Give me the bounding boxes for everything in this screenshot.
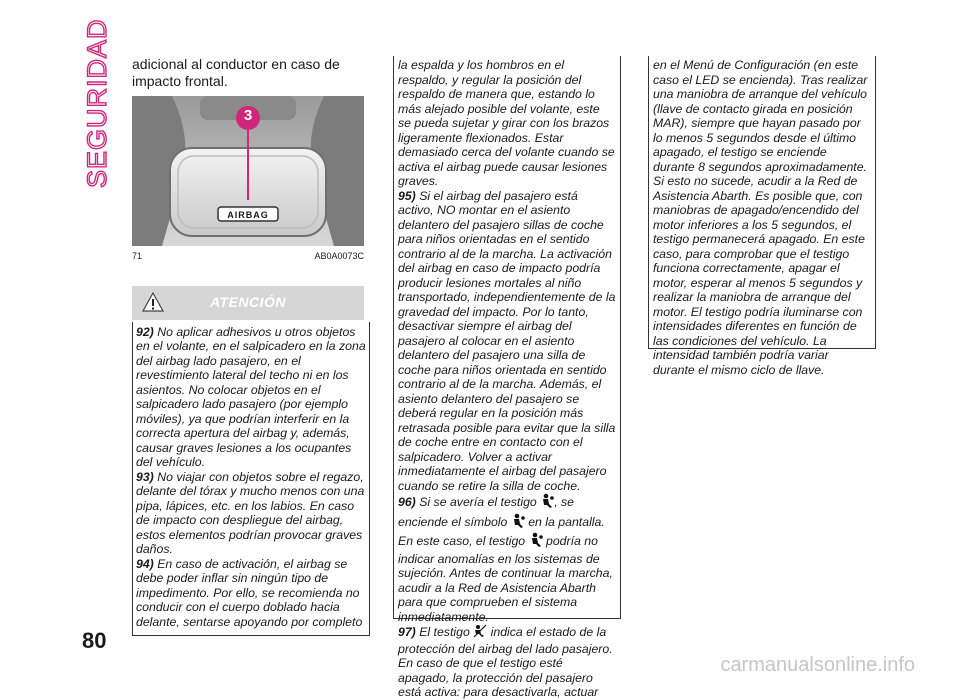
warning-item: 92) No aplicar adhesivos u otros objetos en el volante, en el salpicadero en la zona del airbag lado pasajero, en el revestimiento lateral del techo ni en los asientos. No colocar objetos en el salpicadero lado pasajero (por ejemplo móviles), ya que podrían interferir en la correcta apertura del airbag y, además, causar graves lesiones a los ocupantes del vehículo. <box>136 324 366 469</box>
warning-item: 96) Si se avería el testigo , se enciende el símbolo en la pantalla. En este caso, el testigo podría no indicar anomalías en los sistemas de sujeción. Antes de continuar la marcha, acudir a la Red de Asistencia Abarth para que comprueben el sistema inmediatamente. <box>398 495 613 624</box>
warning-item: 94) En caso de activación, el airbag se debe poder inflar sin ningún tipo de impedimento. Por ello, se recomienda no conducir con el cuerpo doblado hacia delante, sentarse apoyando por completo <box>136 556 363 629</box>
airbag-seat-icon <box>511 513 525 533</box>
figure-callout-number: 3 <box>243 107 253 124</box>
intro-text: adicional al conductor en caso de impacto frontal. <box>132 56 340 89</box>
watermark: carmanualsonline.info <box>720 654 915 676</box>
warning-title: ATENCIÓN <box>209 294 287 311</box>
warning-box <box>132 322 370 637</box>
section-label: SEGURIDAD <box>82 18 112 188</box>
continued-text: en el Menú de Configuración (en este caso el LED se encienda). Tras realizar una maniobra de arranque del vehículo (llave de contacto girada en posición MAR), siempre que hayan pasado por lo menos 5 segundos desde el último apagado, el testigo se enciende durante 8 segundos aproximadamente. Si esto no sucede, acudir a la Red de Asistencia Abarth. Es posible que, con maniobras de apagado/encendido del motor inferiores a los 5 segundos, el testigo permanecerá apagado. En este caso, para comprobar que el testigo funciona correctamente, apagar el motor, esperar al menos 5 segundos y realizar la maniobra de arranque del motor. El testigo podría iluminarse con intensidades diferentes en función de las condiciones del vehículo. La intensidad también podría variar durante el mismo ciclo de llave. <box>653 58 868 377</box>
warning-header <box>132 286 364 320</box>
warning-item: 97) El testigo indica el estado de la protección del airbag del lado pasajero. En caso de que el testigo esté apagado, la protección del pasajero está activa: para desactivarla, actuar <box>398 625 613 699</box>
column-2-warning-continued <box>393 56 621 699</box>
page-number: 80 <box>82 628 107 653</box>
airbag-figure <box>132 96 364 246</box>
column-1 <box>132 56 364 636</box>
figure-code: AB0A0073C <box>314 251 364 261</box>
airbag-seat-icon <box>529 532 543 552</box>
continued-text: la espalda y los hombros en el respaldo, y regular la posición del respaldo de manera que, estando lo más alejado posible del volante, este se pueda sujetar y girar con los brazos ligeramente flexionados. Estar demasiado cerca del volante cuando se activa el airbag puede causar lesiones graves. <box>398 58 615 188</box>
column-3-warning-continued <box>648 56 876 377</box>
warning-item: 95) Si el airbag del pasajero está activo, NO montar en el asiento delantero del pasajero sillas de coche para niños orientadas en el sentido contrario al de la marcha. La activación del airbag en caso de impacto podría producir lesiones mortales al niño transportado, independientemente de la gravedad del impacto. Por lo tanto, desactivar siempre el airbag del pasajero al colocar en el asiento delantero del pasajero una silla de coche para niños orientada en sentido contrario al de la marcha. Además, el asiento delantero del pasajero se deberá regular en la posición más retrasada posible para evitar que la silla de coche entre en contacto con el salpicadero. Volver a activar inmediatamente el airbag del pasajero cuando se retire la silla de coche. <box>398 188 616 493</box>
warning-item: 93) No viajar con objetos sobre el regazo, delante del tórax y mucho menos con una pipa, lápices, etc. en los labios. En caso de impacto con despliegue del airbag, estos elementos podrían provocar graves daños. <box>136 469 365 556</box>
airbag-label: AIRBAG <box>227 210 269 220</box>
figure-caption <box>132 249 364 264</box>
figure-number: 71 <box>132 251 143 261</box>
airbag-seat-icon <box>540 493 554 513</box>
airbag-off-icon <box>473 624 487 642</box>
warning-triangle-icon <box>142 292 164 316</box>
section-tab <box>82 18 116 188</box>
